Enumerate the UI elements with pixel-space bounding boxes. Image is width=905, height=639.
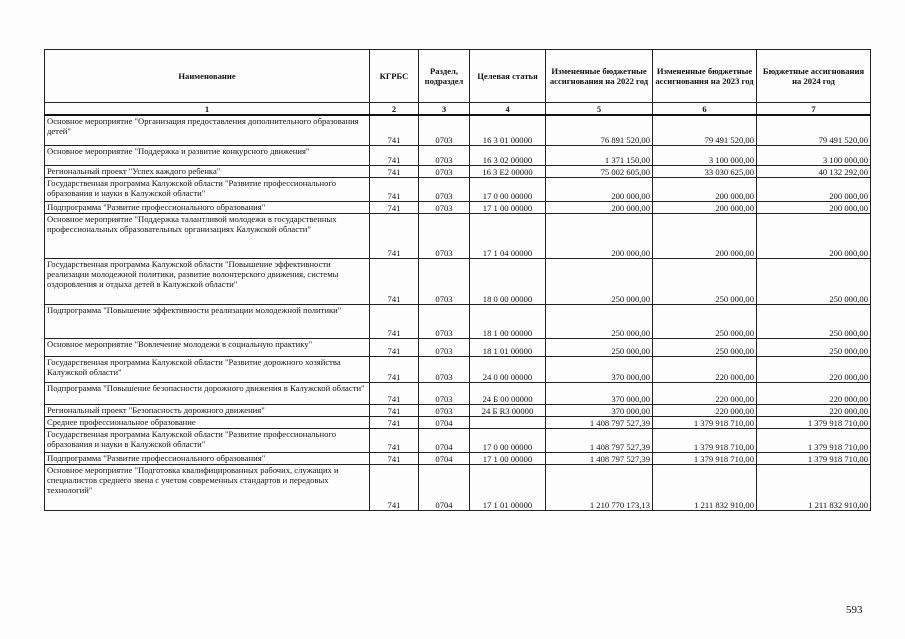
cell-2022: 250 000,00 xyxy=(546,338,653,356)
cell-2023: 1 379 918 710,00 xyxy=(653,416,757,428)
cell-kgrbs: 741 xyxy=(370,464,419,510)
cell-target xyxy=(470,416,546,428)
cell-2024: 1 211 832 910,00 xyxy=(757,464,871,510)
cell-target: 17 1 00 00000 xyxy=(470,452,546,464)
cell-kgrbs: 741 xyxy=(370,213,419,258)
cell-target: 17 1 04 00000 xyxy=(470,213,546,258)
cell-kgrbs: 741 xyxy=(370,452,419,464)
header-kgrbs: КГРБС xyxy=(370,50,419,103)
cell-name: Основное мероприятие "Организация предоставления дополнительного образования детей" xyxy=(45,115,370,145)
cell-name: Подпрограмма "Развитие профессионального образования" xyxy=(45,201,370,213)
header-2024: Бюджетные ассигнования на 2024 год xyxy=(757,50,871,103)
cell-2022: 1 408 797 527,39 xyxy=(546,452,653,464)
cell-2022: 200 000,00 xyxy=(546,201,653,213)
table-row xyxy=(45,177,871,201)
column-number: 3 xyxy=(419,103,470,116)
column-number: 4 xyxy=(470,103,546,116)
cell-name: Среднее профессиональное образование xyxy=(45,416,370,428)
cell-2024: 200 000,00 xyxy=(757,213,871,258)
cell-target: 17 0 00 00000 xyxy=(470,177,546,201)
cell-2023: 1 379 918 710,00 xyxy=(653,428,757,452)
cell-name: Подпрограмма "Повышение безопасности дорожного движения в Калужской области" xyxy=(45,382,370,404)
cell-name: Основное мероприятие "Вовлечение молодежи в социальную практику" xyxy=(45,338,370,356)
cell-kgrbs: 741 xyxy=(370,304,419,338)
cell-2022: 370 000,00 xyxy=(546,382,653,404)
header-name: Наименование xyxy=(45,50,370,103)
table-row xyxy=(45,304,871,338)
cell-kgrbs: 741 xyxy=(370,428,419,452)
cell-2024: 250 000,00 xyxy=(757,258,871,304)
cell-name: Основное мероприятие "Поддержка и развитие конкурсного движения" xyxy=(45,145,370,165)
budget-table xyxy=(44,49,871,511)
table-row xyxy=(45,213,871,258)
cell-kgrbs: 741 xyxy=(370,115,419,145)
cell-kgrbs: 741 xyxy=(370,258,419,304)
cell-2022: 75 002 605,00 xyxy=(546,165,653,177)
cell-target: 24 0 00 00000 xyxy=(470,356,546,382)
cell-2023: 220 000,00 xyxy=(653,382,757,404)
header-section: Раздел, подраздел xyxy=(419,50,470,103)
cell-2022: 370 000,00 xyxy=(546,356,653,382)
cell-2022: 1 210 770 173,13 xyxy=(546,464,653,510)
table-row xyxy=(45,452,871,464)
cell-name: Региональный проект "Безопасность дорожного движения" xyxy=(45,404,370,416)
cell-section: 0703 xyxy=(419,258,470,304)
table-row xyxy=(45,115,871,145)
cell-name: Государственная программа Калужской области "Повышение эффективности реализации молодежной политики, развитие волонтерского движения, системы оздоровления и отдыха детей в Калужской области" xyxy=(45,258,370,304)
table-row xyxy=(45,382,871,404)
column-number: 5 xyxy=(546,103,653,116)
cell-name: Государственная программа Калужской области "Развитие профессионального образования и науки в Калужской области" xyxy=(45,428,370,452)
table-row xyxy=(45,338,871,356)
cell-2023: 200 000,00 xyxy=(653,177,757,201)
cell-2022: 76 891 520,00 xyxy=(546,115,653,145)
cell-2024: 200 000,00 xyxy=(757,177,871,201)
cell-2023: 1 211 832 910,00 xyxy=(653,464,757,510)
cell-kgrbs: 741 xyxy=(370,165,419,177)
table-row xyxy=(45,145,871,165)
cell-2024: 1 379 918 710,00 xyxy=(757,452,871,464)
page-number: 593 xyxy=(846,604,863,616)
cell-kgrbs: 741 xyxy=(370,382,419,404)
cell-name: Основное мероприятие "Поддержка талантливой молодежи в государственных профессиональных образовательных организациях Калужской области" xyxy=(45,213,370,258)
cell-name: Основное мероприятие "Подготовка квалифицированных рабочих, служащих и специалистов среднего звена с учетом современных стандартов и передовых технологий" xyxy=(45,464,370,510)
cell-2023: 33 030 625,00 xyxy=(653,165,757,177)
cell-section: 0703 xyxy=(419,338,470,356)
cell-kgrbs: 741 xyxy=(370,145,419,165)
cell-2023: 250 000,00 xyxy=(653,338,757,356)
cell-2024: 200 000,00 xyxy=(757,201,871,213)
cell-section: 0703 xyxy=(419,213,470,258)
cell-2022: 250 000,00 xyxy=(546,258,653,304)
cell-target: 24 Б 00 00000 xyxy=(470,382,546,404)
cell-target: 17 1 00 00000 xyxy=(470,201,546,213)
cell-2023: 3 100 000,00 xyxy=(653,145,757,165)
cell-target: 16 3 E2 00000 xyxy=(470,165,546,177)
column-number: 2 xyxy=(370,103,419,116)
cell-name: Государственная программа Калужской области "Развитие профессионального образования и науки в Калужской области" xyxy=(45,177,370,201)
cell-kgrbs: 741 xyxy=(370,177,419,201)
cell-2024: 1 379 918 710,00 xyxy=(757,416,871,428)
table-row xyxy=(45,165,871,177)
cell-section: 0703 xyxy=(419,304,470,338)
cell-section: 0704 xyxy=(419,452,470,464)
cell-2024: 3 100 000,00 xyxy=(757,145,871,165)
cell-2023: 250 000,00 xyxy=(653,304,757,338)
cell-kgrbs: 741 xyxy=(370,356,419,382)
cell-2022: 370 000,00 xyxy=(546,404,653,416)
header-2022: Измененные бюджетные ассигнования на 2022 год xyxy=(546,50,653,103)
cell-target: 16 3 02 00000 xyxy=(470,145,546,165)
column-number-row xyxy=(45,103,871,116)
cell-2023: 79 491 520,00 xyxy=(653,115,757,145)
column-number: 1 xyxy=(45,103,370,116)
table-row xyxy=(45,404,871,416)
cell-2023: 220 000,00 xyxy=(653,356,757,382)
cell-kgrbs: 741 xyxy=(370,338,419,356)
column-number: 6 xyxy=(653,103,757,116)
cell-target: 18 1 00 00000 xyxy=(470,304,546,338)
cell-kgrbs: 741 xyxy=(370,404,419,416)
cell-section: 0703 xyxy=(419,201,470,213)
cell-section: 0703 xyxy=(419,165,470,177)
cell-2023: 200 000,00 xyxy=(653,201,757,213)
cell-2022: 250 000,00 xyxy=(546,304,653,338)
cell-2023: 1 379 918 710,00 xyxy=(653,452,757,464)
cell-2024: 79 491 520,00 xyxy=(757,115,871,145)
cell-2023: 220 000,00 xyxy=(653,404,757,416)
header-target: Целевая статья xyxy=(470,50,546,103)
table-row xyxy=(45,201,871,213)
cell-2022: 1 408 797 527,39 xyxy=(546,428,653,452)
cell-2024: 40 132 292,00 xyxy=(757,165,871,177)
header-row xyxy=(45,50,871,103)
table-row xyxy=(45,258,871,304)
cell-section: 0703 xyxy=(419,404,470,416)
table-row xyxy=(45,464,871,510)
column-number: 7 xyxy=(757,103,871,116)
cell-section: 0704 xyxy=(419,428,470,452)
cell-2023: 200 000,00 xyxy=(653,213,757,258)
cell-section: 0703 xyxy=(419,177,470,201)
cell-name: Подпрограмма "Повышение эффективности реализации молодежной политики" xyxy=(45,304,370,338)
cell-section: 0703 xyxy=(419,382,470,404)
cell-name: Подпрограмма "Развитие профессионального образования" xyxy=(45,452,370,464)
cell-2023: 250 000,00 xyxy=(653,258,757,304)
cell-2022: 1 371 150,00 xyxy=(546,145,653,165)
cell-2024: 250 000,00 xyxy=(757,304,871,338)
cell-name: Государственная программа Калужской области "Развитие дорожного хозяйства Калужской области" xyxy=(45,356,370,382)
cell-2022: 200 000,00 xyxy=(546,177,653,201)
cell-2024: 220 000,00 xyxy=(757,404,871,416)
cell-name: Региональный проект "Успех каждого ребенка" xyxy=(45,165,370,177)
cell-section: 0703 xyxy=(419,115,470,145)
header-2023: Измененные бюджетные ассигнования на 2023 год xyxy=(653,50,757,103)
cell-target: 18 0 00 00000 xyxy=(470,258,546,304)
cell-target: 17 1 01 00000 xyxy=(470,464,546,510)
cell-target: 16 3 01 00000 xyxy=(470,115,546,145)
cell-2024: 1 379 918 710,00 xyxy=(757,428,871,452)
cell-section: 0704 xyxy=(419,464,470,510)
cell-2022: 200 000,00 xyxy=(546,213,653,258)
cell-section: 0703 xyxy=(419,356,470,382)
cell-section: 0703 xyxy=(419,145,470,165)
cell-2022: 1 408 797 527,39 xyxy=(546,416,653,428)
cell-target: 24 Б R3 00000 xyxy=(470,404,546,416)
cell-target: 18 1 01 00000 xyxy=(470,338,546,356)
table-row xyxy=(45,356,871,382)
cell-2024: 250 000,00 xyxy=(757,338,871,356)
cell-section: 0704 xyxy=(419,416,470,428)
cell-kgrbs: 741 xyxy=(370,416,419,428)
cell-target: 17 0 00 00000 xyxy=(470,428,546,452)
cell-2024: 220 000,00 xyxy=(757,382,871,404)
cell-kgrbs: 741 xyxy=(370,201,419,213)
cell-2024: 220 000,00 xyxy=(757,356,871,382)
table-row xyxy=(45,428,871,452)
table-body xyxy=(45,115,871,510)
table-row xyxy=(45,416,871,428)
